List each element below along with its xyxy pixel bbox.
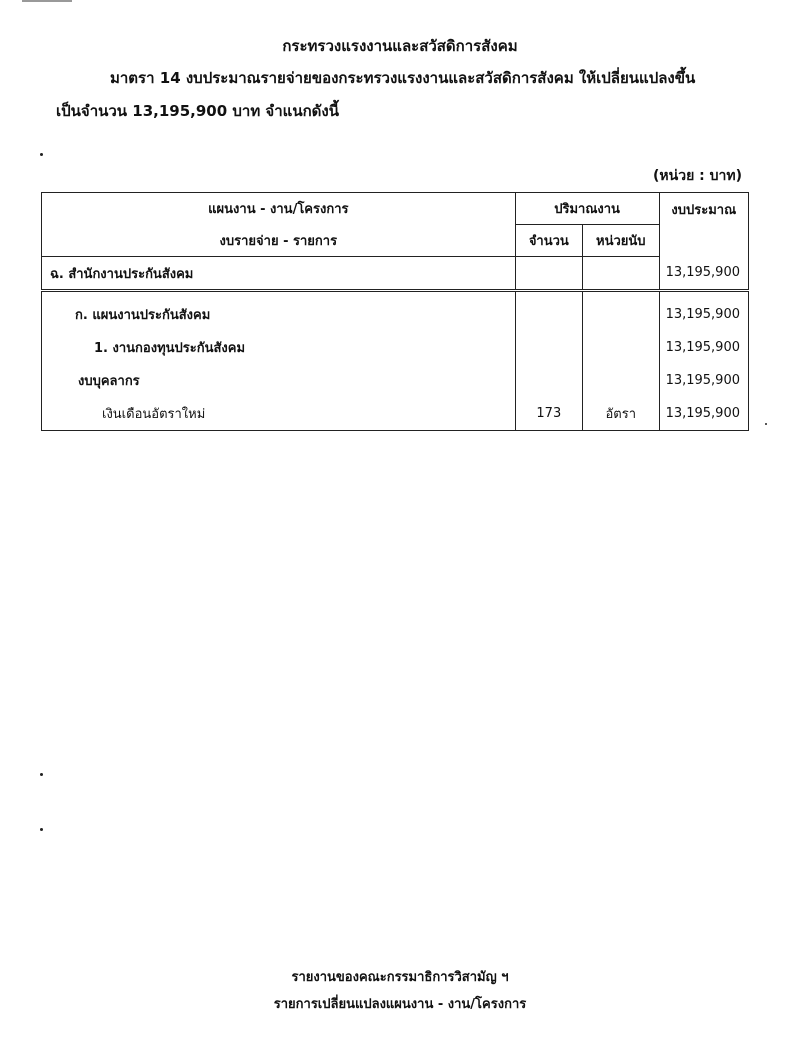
header-item-line2: งบรายจ่าย - รายการ [42,225,516,257]
scan-speck [765,423,767,425]
header-budget: งบประมาณ [659,193,748,257]
row-unit [582,331,659,364]
header-quantity: จำนวน [515,225,582,257]
row-quantity: 173 [515,397,582,431]
row-amount: 13,195,900 [659,397,748,431]
row-amount: 13,195,900 [659,364,748,397]
budget-table [41,192,749,431]
table-row [42,364,749,397]
row-unit: อัตรา [582,397,659,431]
org-amount: 13,195,900 [659,257,748,291]
scan-speck [40,153,43,156]
scan-speck [40,773,43,776]
row-unit [582,291,659,332]
org-quantity [515,257,582,291]
footer-line1: รายงานของคณะกรรมาธิการวิสามัญ ฯ [291,970,509,985]
header-workload: ปริมาณงาน [515,193,659,225]
row-quantity [515,291,582,332]
table-row-org [42,257,749,291]
footer-line2: รายการเปลี่ยนแปลงแผนงาน - งาน/โครงการ [273,997,527,1012]
table-row [42,291,749,332]
table-header-row [42,193,749,225]
row-quantity [515,364,582,397]
row-item: เงินเดือนอัตราใหม่ [42,397,516,431]
header-item-line1: แผนงาน - งาน/โครงการ [42,193,516,225]
row-amount: 13,195,900 [659,331,748,364]
row-item: 1. งานกองทุนประกันสังคม [42,331,516,364]
table-row [42,397,749,431]
unit-label: (หน่วย : บาท) [653,168,742,184]
row-quantity [515,331,582,364]
row-amount: 13,195,900 [659,291,748,332]
row-item: งบบุคลากร [42,364,516,397]
ministry-title: กระทรวงแรงงานและสวัสดิการสังคม [282,37,518,55]
scan-top-mark [22,0,72,2]
section-paragraph-line2: เป็นจำนวน 13,195,900 บาท จำแนกดังนี้ [56,102,339,120]
org-item: ฉ. สำนักงานประกันสังคม [42,257,516,291]
table-row [42,331,749,364]
header-unit: หน่วยนับ [582,225,659,257]
section-paragraph-line1: มาตรา 14 งบประมาณรายจ่ายของกระทรวงแรงงานและสวัสดิการสังคม ให้เปลี่ยนแปลงขึ้น [110,69,696,87]
scan-speck [40,828,43,831]
row-item: ก. แผนงานประกันสังคม [42,291,516,332]
table-subheader-row [42,225,749,257]
org-unit [582,257,659,291]
row-unit [582,364,659,397]
